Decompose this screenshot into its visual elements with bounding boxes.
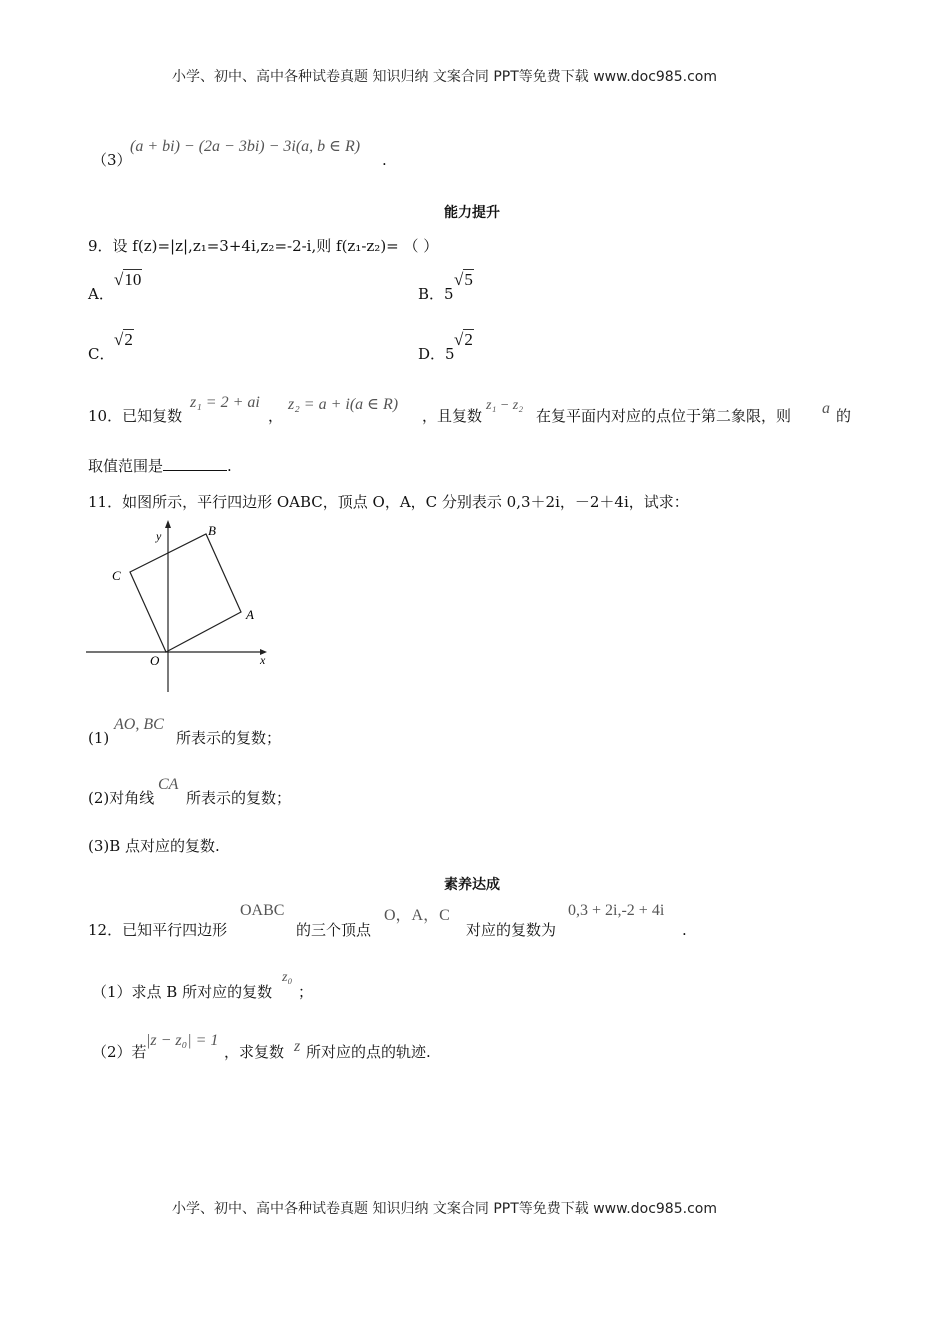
- label-y: y: [156, 529, 162, 543]
- label-b: B: [208, 523, 216, 538]
- section-title-ability: 能力提升: [444, 205, 500, 221]
- q10-mid: ，且复数: [422, 407, 483, 425]
- q12-oac: O，A，C: [384, 907, 450, 924]
- q12-part1-end: ；: [298, 983, 314, 1001]
- q12-oabc: OABC: [240, 902, 285, 919]
- q11-part2-label: (2)对角线: [88, 789, 155, 807]
- q12-part2-z: z: [294, 1038, 301, 1055]
- q12-part2-mid: ，求复数: [224, 1043, 285, 1061]
- q8-part3-label: （3）: [92, 151, 132, 169]
- q11-part1-label: (1): [88, 729, 110, 747]
- q9-option-c-label: C．: [88, 345, 115, 363]
- q10-number: 10．已知复数: [88, 407, 183, 425]
- q8-part3-end: .: [382, 151, 387, 169]
- q12-mid: 的三个顶点: [296, 921, 372, 939]
- q12-part2-label: （2）若: [92, 1043, 147, 1061]
- label-o: O: [150, 653, 160, 668]
- q9-option-a-label: A．: [88, 285, 114, 303]
- q12-part1-label: （1）求点 B 所对应的复数: [92, 983, 273, 1001]
- q11-stem: 11．如图所示，平行四边形 OABC，顶点 O，A，C 分别表示 0,3＋2i，－2＋4i，试求：: [88, 493, 689, 511]
- page-footer: 小学、初中、高中各种试卷真题 知识归纳 文案合同 PPT等免费下载 www.doc985.com: [172, 1201, 717, 1217]
- q10-z1: z₁ = 2 + ai: [190, 394, 260, 411]
- q12-part1-math: z₀: [282, 970, 293, 985]
- parallelogram-oabc: [130, 534, 241, 652]
- q12-number: 12．已知平行四边形: [88, 921, 228, 939]
- section-title-literacy: 素养达成: [444, 877, 500, 893]
- q9-option-b-label: B．5: [418, 285, 454, 303]
- q10-line2: 取值范围是 .: [88, 457, 232, 475]
- q10-comma: ，: [268, 407, 284, 425]
- q11-part1-text: 所表示的复数；: [176, 729, 282, 747]
- q10-de: 的: [836, 407, 852, 425]
- q11-part2-math: CA: [158, 776, 179, 793]
- q10-a: a: [822, 400, 830, 417]
- q9-option-a-value: √10: [114, 270, 142, 289]
- q10-z2: z₂ = a + i(a ∈ R): [288, 396, 399, 413]
- q9-stem: 9．设 f(z)=|z|,z₁=3+4i,z₂=-2-i,则 f(z₁-z₂)= （ ）: [88, 237, 439, 255]
- q11-part1-math: AO, BC: [114, 716, 164, 733]
- q8-part3-expression: (a + bi) − (2a − 3bi) − 3i(a, b ∈ R): [130, 138, 361, 155]
- q12-part2-end: 所对应的点的轨迹.: [306, 1043, 431, 1061]
- q11-part2-text: 所表示的复数；: [186, 789, 292, 807]
- q12-end: .: [682, 921, 687, 939]
- q12-part2-math: |z − z₀| = 1: [146, 1032, 219, 1049]
- page-header: 小学、初中、高中各种试卷真题 知识归纳 文案合同 PPT等免费下载 www.doc985.com: [172, 69, 717, 85]
- q10-diff: z₁ − z₂: [486, 398, 524, 413]
- q12-values: 0,3 + 2i,-2 + 4i: [568, 902, 665, 919]
- q11-figure: [86, 516, 276, 696]
- label-c: C: [112, 568, 121, 583]
- q9-option-d-label: D．5: [418, 345, 455, 363]
- y-axis-arrow: [165, 520, 171, 528]
- label-x: x: [260, 653, 266, 667]
- q12-mid2: 对应的复数为: [466, 921, 557, 939]
- q9-option-b-value: √5: [454, 270, 473, 289]
- q9-option-c-value: √2: [114, 330, 133, 349]
- q9-option-d-value: √2: [454, 330, 473, 349]
- label-a: A: [246, 607, 254, 622]
- q10-rest: 在复平面内对应的点位于第二象限，则: [536, 407, 792, 425]
- q11-part3: (3)B 点对应的复数.: [88, 837, 220, 855]
